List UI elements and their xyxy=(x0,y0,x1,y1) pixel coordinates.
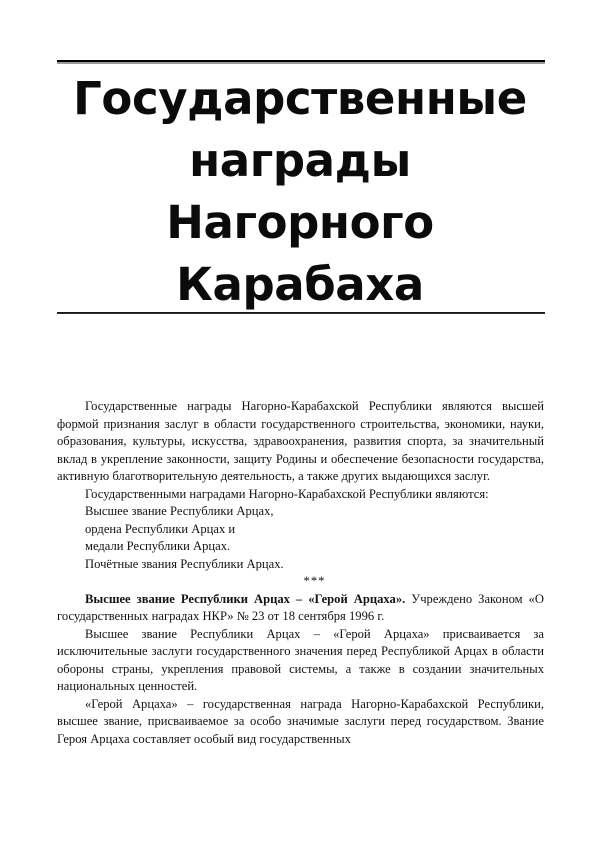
page-title-line-2: награды xyxy=(189,134,411,187)
list-item-honorary-titles: Почётные звания Республики Арцах. xyxy=(85,556,284,571)
list-item-orders: ордена Республики Арцах и xyxy=(85,521,236,536)
header-rule-top xyxy=(57,60,545,62)
hero-title-bold-lead: Высшее звание Республики Арцах – «Герой Арцаха». xyxy=(85,591,406,606)
page-title-line-1: Государственные xyxy=(73,72,527,125)
section-separator-asterisks: *** xyxy=(303,574,326,588)
paragraph-hero-criteria: Высшее звание Республики Арцах – «Герой Арцаха» присваивается за исключительные заслуги государственного значения перед Республикой Арцах в области обороны страны, укрепления правовой системы, а также в создании значительных национальных ценностей. xyxy=(57,626,544,693)
page-title-line-3: Нагорного xyxy=(166,196,434,249)
list-item-medals: медали Республики Арцах. xyxy=(85,539,231,553)
page-title xyxy=(40,68,560,316)
paragraph-hero-definition: «Герой Арцаха» – государственная награда Нагорно-Карабахской Республики, высшее звание, присваиваемое за особо значимые заслуги перед государством. Звание Героя Арцаха составляет особый вид государственных xyxy=(57,696,544,746)
paragraph-list-intro: Государственными наградами Нагорно-Карабахской Республики являются: xyxy=(85,486,489,501)
page-title-line-4: Карабаха xyxy=(176,258,424,311)
paragraph-intro: Государственные награды Нагорно-Карабахской Республики являются высшей формой признания заслуг в области государственного строительства, экономики, науки, образования, культуры, искусства, здравоохранения, развития спорта, за значительный вклад в укрепление законности, защиту Родины и обеспечение безопасности государства, активную благотворительную деятельность, а также других выдающихся заслуг. xyxy=(57,399,544,483)
document-body xyxy=(57,398,544,748)
header-rule-bottom xyxy=(57,312,545,313)
hero-title-rest: Учреждено Законом «О государственных наградах НКР» № 23 от 18 сентября 1996 г. xyxy=(57,591,544,623)
list-item-highest-title: Высшее звание Республики Арцах, xyxy=(85,504,274,518)
paragraph-hero-heading xyxy=(57,591,544,626)
